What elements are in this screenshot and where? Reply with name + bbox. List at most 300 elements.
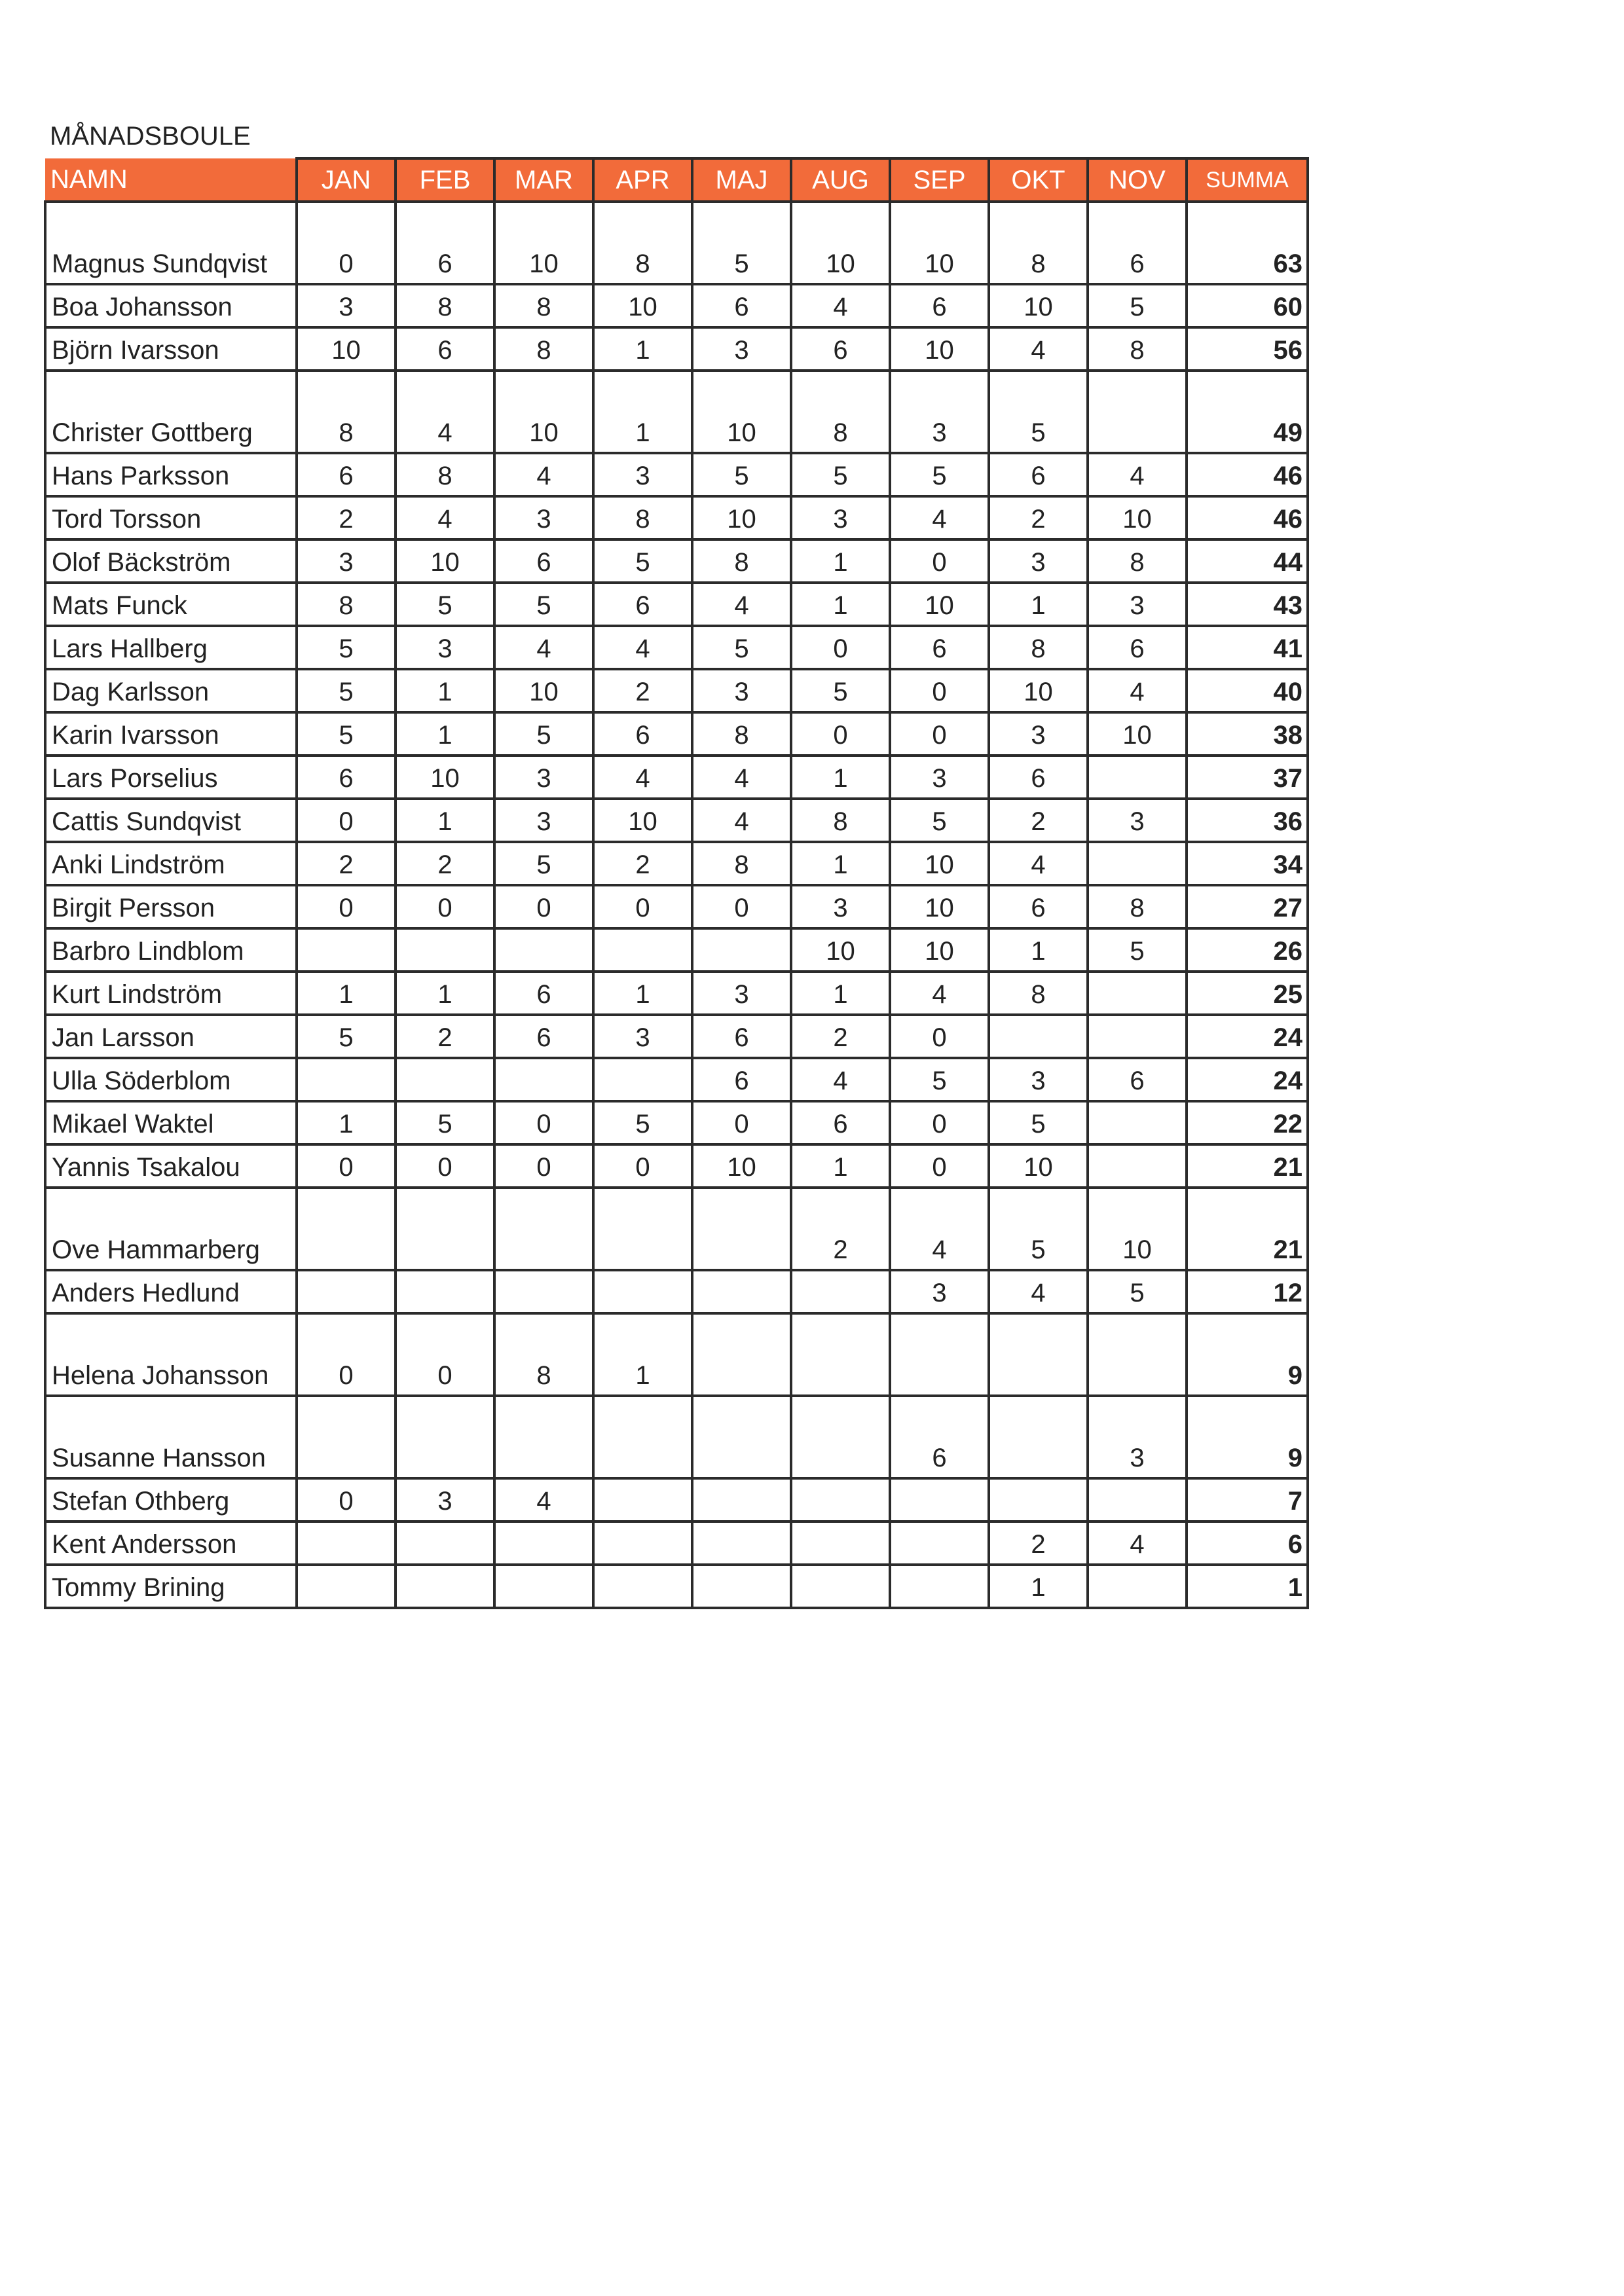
table-row	[45, 972, 1308, 1015]
score-cell	[396, 1270, 494, 1313]
score-cell	[1088, 1144, 1187, 1188]
column-header-month: NOV	[1088, 158, 1187, 202]
total-cell: 37	[1187, 756, 1308, 799]
score-cell: 2	[989, 799, 1088, 842]
score-cell: 0	[494, 1144, 593, 1188]
score-cell: 4	[396, 496, 494, 539]
score-cell: 1	[297, 972, 396, 1015]
score-cell: 8	[494, 327, 593, 371]
table-row	[45, 453, 1308, 496]
score-cell: 8	[297, 371, 396, 453]
score-cell: 3	[396, 1478, 494, 1522]
total-cell: 7	[1187, 1478, 1308, 1522]
table-row	[45, 756, 1308, 799]
player-name: Mats Funck	[45, 583, 297, 626]
score-cell: 8	[791, 799, 890, 842]
score-cell: 6	[494, 1015, 593, 1058]
player-name: Stefan Othberg	[45, 1478, 297, 1522]
table-row	[45, 1478, 1308, 1522]
total-cell: 24	[1187, 1015, 1308, 1058]
score-cell: 5	[890, 453, 989, 496]
score-cell: 0	[396, 1313, 494, 1396]
player-name: Kent Andersson	[45, 1522, 297, 1565]
score-cell: 6	[791, 1101, 890, 1144]
score-cell: 0	[692, 885, 791, 928]
score-cell: 1	[791, 756, 890, 799]
score-cell: 5	[297, 669, 396, 712]
score-cell: 8	[593, 496, 692, 539]
score-cell: 2	[989, 496, 1088, 539]
score-cell: 10	[791, 928, 890, 972]
score-cell: 3	[494, 799, 593, 842]
player-name: Dag Karlsson	[45, 669, 297, 712]
score-cell: 10	[692, 1144, 791, 1188]
score-cell	[1088, 371, 1187, 453]
score-cell: 5	[1088, 1270, 1187, 1313]
score-cell	[791, 1270, 890, 1313]
total-cell: 6	[1187, 1522, 1308, 1565]
score-cell	[593, 1188, 692, 1270]
table-row	[45, 1144, 1308, 1188]
score-cell: 0	[396, 1144, 494, 1188]
score-cell: 1	[593, 972, 692, 1015]
score-cell: 4	[692, 583, 791, 626]
score-cell: 3	[297, 284, 396, 327]
score-cell: 6	[989, 453, 1088, 496]
score-cell: 10	[297, 327, 396, 371]
score-cell: 10	[890, 885, 989, 928]
score-cell: 4	[890, 972, 989, 1015]
score-cell	[890, 1522, 989, 1565]
score-cell: 1	[593, 327, 692, 371]
score-cell: 10	[396, 539, 494, 583]
score-cell	[989, 1015, 1088, 1058]
score-cell: 4	[593, 626, 692, 669]
table-row	[45, 1313, 1308, 1396]
score-cell: 8	[989, 202, 1088, 284]
score-cell: 3	[692, 972, 791, 1015]
score-cell: 8	[692, 712, 791, 756]
total-cell: 38	[1187, 712, 1308, 756]
score-cell	[692, 1313, 791, 1396]
score-cell: 3	[1088, 1396, 1187, 1478]
table-row	[45, 799, 1308, 842]
header-row	[45, 158, 1308, 202]
table-row	[45, 1188, 1308, 1270]
score-cell: 3	[692, 327, 791, 371]
score-cell: 4	[791, 1058, 890, 1101]
score-cell: 0	[890, 669, 989, 712]
score-cell	[297, 928, 396, 972]
player-name: Tommy Brining	[45, 1565, 297, 1608]
table-row	[45, 496, 1308, 539]
score-cell: 8	[396, 284, 494, 327]
table-row	[45, 371, 1308, 453]
total-cell: 44	[1187, 539, 1308, 583]
score-cell: 2	[989, 1522, 1088, 1565]
score-cell: 5	[989, 1188, 1088, 1270]
document-title: MÅNADSBOULE	[50, 122, 251, 151]
score-cell	[396, 1396, 494, 1478]
score-cell	[494, 1188, 593, 1270]
score-cell: 6	[989, 756, 1088, 799]
score-cell: 5	[297, 1015, 396, 1058]
player-name: Björn Ivarsson	[45, 327, 297, 371]
score-cell	[989, 1396, 1088, 1478]
score-cell: 6	[593, 712, 692, 756]
total-cell: 60	[1187, 284, 1308, 327]
player-name: Christer Gottberg	[45, 371, 297, 453]
score-cell: 6	[593, 583, 692, 626]
score-cell: 1	[989, 583, 1088, 626]
score-cell: 8	[396, 453, 494, 496]
score-cell	[494, 1522, 593, 1565]
score-cell: 6	[692, 284, 791, 327]
score-cell	[1088, 842, 1187, 885]
score-cell	[692, 928, 791, 972]
score-cell: 6	[791, 327, 890, 371]
score-cell	[396, 928, 494, 972]
score-cell: 1	[989, 1565, 1088, 1608]
score-cell	[396, 1565, 494, 1608]
score-cell: 0	[494, 1101, 593, 1144]
score-cell: 10	[989, 1144, 1088, 1188]
score-cell	[791, 1478, 890, 1522]
score-cell	[692, 1396, 791, 1478]
score-cell: 3	[593, 453, 692, 496]
score-cell: 1	[396, 799, 494, 842]
score-cell	[890, 1478, 989, 1522]
score-cell: 5	[297, 626, 396, 669]
player-name: Lars Hallberg	[45, 626, 297, 669]
player-name: Kurt Lindström	[45, 972, 297, 1015]
score-cell: 3	[791, 496, 890, 539]
total-cell: 41	[1187, 626, 1308, 669]
score-cell: 3	[593, 1015, 692, 1058]
column-header-name: NAMN	[45, 158, 297, 202]
score-cell: 5	[494, 842, 593, 885]
score-cell: 4	[396, 371, 494, 453]
score-cell: 0	[890, 1015, 989, 1058]
score-cell: 0	[890, 1101, 989, 1144]
table-row	[45, 327, 1308, 371]
score-cell: 10	[593, 799, 692, 842]
score-cell: 0	[692, 1101, 791, 1144]
score-cell: 6	[297, 453, 396, 496]
score-cell	[1088, 1565, 1187, 1608]
table-row	[45, 842, 1308, 885]
score-cell: 8	[1088, 885, 1187, 928]
player-name: Birgit Persson	[45, 885, 297, 928]
score-cell	[297, 1565, 396, 1608]
score-cell: 10	[396, 756, 494, 799]
score-cell: 0	[297, 1478, 396, 1522]
score-cell: 2	[297, 842, 396, 885]
player-name: Jan Larsson	[45, 1015, 297, 1058]
score-cell: 0	[791, 712, 890, 756]
score-cell: 10	[989, 669, 1088, 712]
score-cell: 0	[297, 1144, 396, 1188]
score-cell: 5	[692, 453, 791, 496]
score-cell: 4	[593, 756, 692, 799]
score-cell: 3	[989, 1058, 1088, 1101]
score-cell	[494, 1396, 593, 1478]
score-cell	[989, 1313, 1088, 1396]
score-cell: 5	[494, 712, 593, 756]
score-cell: 2	[593, 842, 692, 885]
score-cell: 3	[494, 496, 593, 539]
score-cell: 5	[494, 583, 593, 626]
score-cell: 10	[494, 669, 593, 712]
score-cell: 2	[593, 669, 692, 712]
table-row	[45, 1270, 1308, 1313]
score-cell: 0	[297, 202, 396, 284]
score-cell: 6	[1088, 626, 1187, 669]
score-cell: 4	[890, 496, 989, 539]
column-header-month: AUG	[791, 158, 890, 202]
score-cell	[989, 1478, 1088, 1522]
score-cell: 6	[692, 1058, 791, 1101]
score-cell: 4	[692, 756, 791, 799]
score-cell: 1	[593, 1313, 692, 1396]
total-cell: 56	[1187, 327, 1308, 371]
score-cell: 0	[297, 799, 396, 842]
score-cell: 2	[396, 842, 494, 885]
score-cell	[791, 1565, 890, 1608]
score-cell: 3	[890, 756, 989, 799]
score-cell	[692, 1188, 791, 1270]
total-cell: 9	[1187, 1313, 1308, 1396]
score-cell: 10	[692, 496, 791, 539]
player-name: Barbro Lindblom	[45, 928, 297, 972]
total-cell: 27	[1187, 885, 1308, 928]
score-cell	[297, 1270, 396, 1313]
total-cell: 49	[1187, 371, 1308, 453]
column-header-month: OKT	[989, 158, 1088, 202]
score-cell: 1	[791, 539, 890, 583]
total-cell: 34	[1187, 842, 1308, 885]
score-cell: 8	[494, 284, 593, 327]
score-cell	[791, 1522, 890, 1565]
table-row	[45, 669, 1308, 712]
score-cell	[494, 1270, 593, 1313]
table-row	[45, 1058, 1308, 1101]
score-cell: 1	[593, 371, 692, 453]
score-cell: 5	[396, 1101, 494, 1144]
column-header-month: MAR	[494, 158, 593, 202]
column-header-month: MAJ	[692, 158, 791, 202]
score-cell: 3	[396, 626, 494, 669]
score-cell: 5	[791, 453, 890, 496]
score-cell: 10	[890, 327, 989, 371]
player-name: Mikael Waktel	[45, 1101, 297, 1144]
score-cell: 5	[989, 1101, 1088, 1144]
score-cell	[396, 1058, 494, 1101]
score-cell: 1	[396, 712, 494, 756]
table-row	[45, 626, 1308, 669]
score-cell: 10	[494, 202, 593, 284]
player-name: Cattis Sundqvist	[45, 799, 297, 842]
score-cell: 5	[1088, 284, 1187, 327]
score-cell: 8	[1088, 539, 1187, 583]
score-cell: 8	[494, 1313, 593, 1396]
score-cell: 8	[297, 583, 396, 626]
score-cell	[1088, 756, 1187, 799]
score-cell: 6	[494, 539, 593, 583]
total-cell: 36	[1187, 799, 1308, 842]
score-cell: 0	[297, 885, 396, 928]
score-cell: 0	[890, 539, 989, 583]
player-name: Helena Johansson	[45, 1313, 297, 1396]
score-cell: 3	[1088, 799, 1187, 842]
table-row	[45, 928, 1308, 972]
score-cell	[1088, 1015, 1187, 1058]
score-cell	[1088, 1313, 1187, 1396]
score-cell: 4	[1088, 1522, 1187, 1565]
score-cell	[593, 1058, 692, 1101]
score-cell: 5	[791, 669, 890, 712]
score-cell: 1	[791, 583, 890, 626]
score-cell: 4	[1088, 669, 1187, 712]
score-cell: 3	[494, 756, 593, 799]
total-cell: 21	[1187, 1188, 1308, 1270]
score-cell	[1088, 1478, 1187, 1522]
score-cell: 6	[890, 284, 989, 327]
score-cell: 3	[989, 712, 1088, 756]
total-cell: 24	[1187, 1058, 1308, 1101]
player-name: Karin Ivarsson	[45, 712, 297, 756]
score-cell	[593, 1396, 692, 1478]
score-cell: 0	[494, 885, 593, 928]
score-cell: 1	[989, 928, 1088, 972]
score-cell: 6	[297, 756, 396, 799]
score-cell: 10	[494, 371, 593, 453]
score-cell: 8	[692, 842, 791, 885]
score-cell: 5	[593, 539, 692, 583]
score-cell: 1	[297, 1101, 396, 1144]
score-cell: 3	[791, 885, 890, 928]
score-cell	[297, 1188, 396, 1270]
score-cell: 3	[692, 669, 791, 712]
player-name: Hans Parksson	[45, 453, 297, 496]
score-cell: 0	[890, 1144, 989, 1188]
score-cell: 6	[1088, 1058, 1187, 1101]
score-cell: 8	[791, 371, 890, 453]
column-header-month: SEP	[890, 158, 989, 202]
table-row	[45, 583, 1308, 626]
score-cell	[791, 1313, 890, 1396]
score-cell	[890, 1313, 989, 1396]
score-cell	[791, 1396, 890, 1478]
score-cell	[593, 1522, 692, 1565]
score-cell: 5	[890, 1058, 989, 1101]
table-row	[45, 1565, 1308, 1608]
table-row	[45, 284, 1308, 327]
score-cell: 10	[1088, 496, 1187, 539]
total-cell: 43	[1187, 583, 1308, 626]
score-cell: 2	[791, 1015, 890, 1058]
table-row	[45, 1396, 1308, 1478]
total-cell: 46	[1187, 453, 1308, 496]
score-cell: 10	[1088, 1188, 1187, 1270]
column-header-sum: SUMMA	[1187, 158, 1308, 202]
table-row	[45, 712, 1308, 756]
score-cell	[1088, 972, 1187, 1015]
score-cell: 0	[593, 1144, 692, 1188]
score-cell	[692, 1478, 791, 1522]
total-cell: 22	[1187, 1101, 1308, 1144]
score-cell: 0	[396, 885, 494, 928]
score-cell: 3	[989, 539, 1088, 583]
score-cell: 6	[890, 1396, 989, 1478]
score-cell: 0	[791, 626, 890, 669]
score-cell: 6	[396, 202, 494, 284]
score-cell	[593, 1270, 692, 1313]
score-cell: 2	[396, 1015, 494, 1058]
score-cell: 6	[396, 327, 494, 371]
score-cell: 6	[494, 972, 593, 1015]
score-cell: 4	[1088, 453, 1187, 496]
player-name: Tord Torsson	[45, 496, 297, 539]
score-cell: 5	[297, 712, 396, 756]
score-cell: 10	[593, 284, 692, 327]
score-cell	[297, 1396, 396, 1478]
score-cell: 10	[791, 202, 890, 284]
score-cell	[494, 928, 593, 972]
score-cell: 4	[890, 1188, 989, 1270]
score-cell: 2	[791, 1188, 890, 1270]
column-header-month: FEB	[396, 158, 494, 202]
score-cell	[692, 1522, 791, 1565]
player-name: Ove Hammarberg	[45, 1188, 297, 1270]
score-cell: 2	[297, 496, 396, 539]
player-name: Magnus Sundqvist	[45, 202, 297, 284]
score-cell	[692, 1270, 791, 1313]
score-cell: 5	[593, 1101, 692, 1144]
total-cell: 40	[1187, 669, 1308, 712]
player-name: Olof Bäckström	[45, 539, 297, 583]
score-cell	[396, 1522, 494, 1565]
score-cell: 1	[791, 972, 890, 1015]
score-cell: 6	[890, 626, 989, 669]
score-cell: 10	[692, 371, 791, 453]
total-cell: 26	[1187, 928, 1308, 972]
total-cell: 25	[1187, 972, 1308, 1015]
total-cell: 21	[1187, 1144, 1308, 1188]
score-cell: 8	[989, 626, 1088, 669]
score-cell	[890, 1565, 989, 1608]
player-name: Boa Johansson	[45, 284, 297, 327]
score-cell: 1	[791, 1144, 890, 1188]
score-cell: 5	[989, 371, 1088, 453]
score-cell	[593, 1478, 692, 1522]
score-cell: 10	[989, 284, 1088, 327]
score-cell: 10	[890, 928, 989, 972]
score-cell: 6	[692, 1015, 791, 1058]
total-cell: 1	[1187, 1565, 1308, 1608]
player-name: Susanne Hansson	[45, 1396, 297, 1478]
score-cell	[593, 1565, 692, 1608]
total-cell: 46	[1187, 496, 1308, 539]
column-header-month: APR	[593, 158, 692, 202]
table-row	[45, 1101, 1308, 1144]
table-row	[45, 539, 1308, 583]
score-cell: 10	[890, 583, 989, 626]
score-cell: 3	[890, 1270, 989, 1313]
score-cell: 8	[692, 539, 791, 583]
player-name: Anders Hedlund	[45, 1270, 297, 1313]
score-cell: 4	[989, 1270, 1088, 1313]
